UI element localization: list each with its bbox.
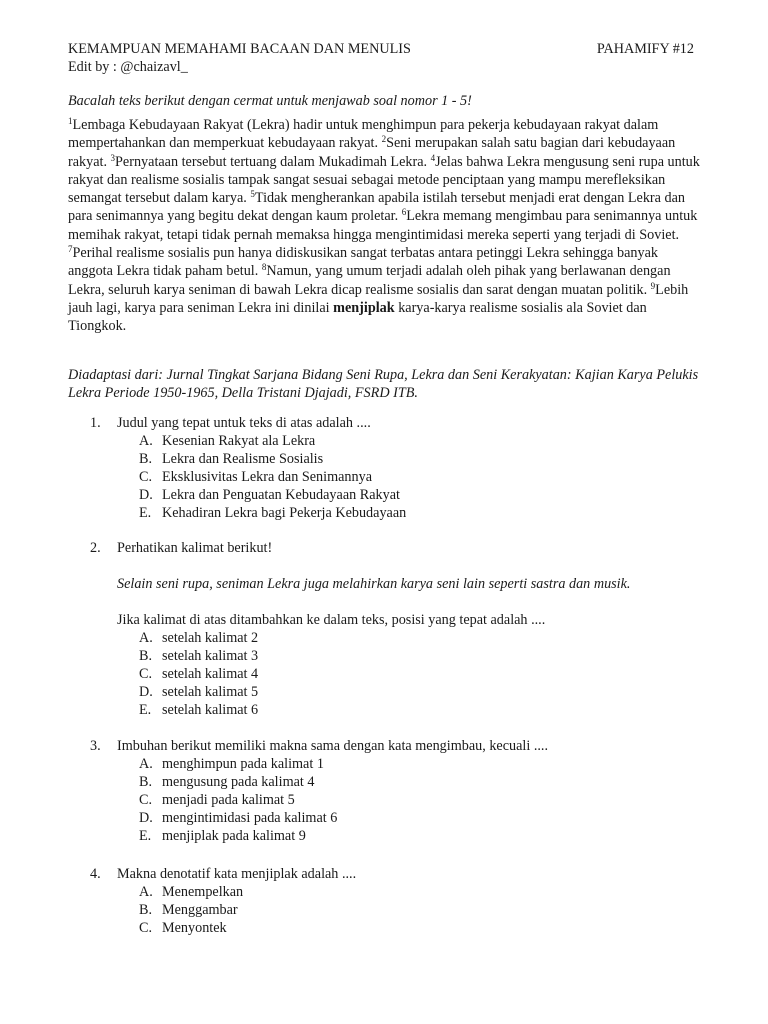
question-text: Imbuhan berikut memiliki makna sama dengan kata mengimbau, kecuali .... — [117, 738, 549, 754]
question-text: Makna denotatif kata menjiplak adalah .... — [117, 866, 357, 882]
option-letter: B. — [139, 774, 153, 791]
question-lead: Jika kalimat di atas ditambahkan ke dalam teks, posisi yang tepat adalah .... — [117, 612, 546, 628]
reading-passage — [68, 116, 700, 336]
option-letter: D. — [139, 810, 153, 827]
question-number: 2. — [90, 540, 101, 556]
question-text: Perhatikan kalimat berikut! — [117, 540, 273, 556]
option-text: Eksklusivitas Lekra dan Senimannya — [162, 469, 373, 486]
sentence: Jelas bahwa Lekra mengusung seni rupa untuk rakyat dan realisme sosialis tampak sangat sesuai sebagai metode penciptaan yang mampu merefleksikan semangat tersebut dalam karya. — [68, 153, 700, 207]
page-header — [68, 41, 700, 59]
option-letter: E. — [139, 505, 152, 522]
option-letter: B. — [139, 648, 153, 665]
option-text: Menempelkan — [162, 884, 244, 900]
option-letter: E. — [139, 828, 152, 845]
option-letter: B. — [139, 902, 153, 919]
sentence-number: 6 — [401, 207, 407, 218]
option-text: setelah kalimat 4 — [162, 666, 259, 683]
sentence: karya-karya realisme sosialis ala Soviet dan Tiongkok. — [68, 299, 647, 335]
sentence-number: 5 — [250, 189, 255, 200]
sentence: Lembaga Kebudayaan Rakyat (Lekra) hadir untuk menghimpun para pekerja kebudayaan rakyat dalam mempertahankan dan memperkuat kebudayaan rakyat. — [68, 117, 659, 152]
option-text: Lekra dan Penguatan Kebudayaan Rakyat — [162, 487, 400, 504]
sentence: Lekra memang mengimbau para senimannya untuk memihak rakyat, tetapi tidak pernah memaksa hingga mengintimidasi mereka seperti yang terjadi di Soviet. — [68, 208, 698, 243]
sentence: Perihal realisme sosialis pun hanya didiskusikan sangat terbatas antara petinggi Lekra sehingga banyak anggota Lekra tidak paham betul. — [68, 245, 658, 280]
option-text: Menggambar — [162, 902, 238, 919]
option-text: menjadi pada kalimat 5 — [162, 792, 295, 809]
option-text: Kesenian Rakyat ala Lekra — [162, 433, 316, 449]
quoted-sentence: Selain seni rupa, seniman Lekra juga melahirkan karya seni lain seperti sastra dan musik. — [117, 576, 631, 592]
sentence-number: 2 — [381, 134, 387, 145]
sentence: Seni merupakan salah satu bagian dari kebudayaan rakyat. — [68, 135, 676, 170]
sentence: Pernyataan tersebut tertuang dalam Mukadimah Lekra. — [115, 153, 431, 170]
sentence-number: 9 — [650, 280, 656, 291]
source-citation: Diadaptasi dari: Jurnal Tingkat Sarjana Bidang Seni Rupa, Lekra dan Seni Kerakyatan: Kajian Karya Pelukis Lekra Periode 1950-1965, Della Tristani Djajadi, FSRD ITB. — [68, 367, 699, 402]
option-letter: D. — [139, 684, 153, 701]
option-letter: A. — [139, 884, 153, 900]
sentence: Namun, yang umum terjadi adalah oleh pihak yang berlawanan dengan Lekra, seluruh karya seniman di bawah Lekra dicap realisme sosialis dan sarat dengan muatan politik. — [68, 263, 671, 298]
editor-credit: Edit by : @chaizavl_ — [68, 59, 188, 75]
option-text: setelah kalimat 3 — [162, 648, 259, 665]
sentence-number: 3 — [110, 152, 116, 163]
option-letter: B. — [139, 451, 153, 468]
option-letter: C. — [139, 666, 153, 683]
question-number: 4. — [90, 866, 101, 882]
question-text: Judul yang tepat untuk teks di atas adalah .... — [117, 415, 371, 431]
bold-keyword: menjiplak — [333, 299, 395, 316]
option-text: setelah kalimat 2 — [162, 630, 259, 646]
option-text: mengusung pada kalimat 4 — [162, 774, 315, 791]
sentence-number: 4 — [430, 152, 436, 163]
header-title: KEMAMPUAN MEMAHAMI BACAAN DAN MENULIS — [68, 41, 411, 57]
option-letter: D. — [139, 487, 153, 504]
question-number: 3. — [90, 738, 101, 754]
option-text: menjiplak pada kalimat 9 — [162, 828, 306, 845]
option-text: setelah kalimat 6 — [162, 702, 259, 719]
option-text: Kehadiran Lekra bagi Pekerja Kebudayaan — [162, 505, 407, 522]
option-text: menghimpun pada kalimat 1 — [162, 756, 324, 772]
option-letter: A. — [139, 433, 153, 449]
sentence-number: 8 — [261, 262, 267, 273]
option-letter: A. — [139, 630, 153, 646]
question-number: 1. — [90, 415, 101, 431]
header-code: PAHAMIFY #12 — [596, 41, 694, 57]
option-letter: C. — [139, 469, 153, 486]
option-text: Lekra dan Realisme Sosialis — [162, 451, 324, 468]
sentence-number: 1 — [68, 116, 73, 126]
option-letter: E. — [139, 702, 152, 719]
option-text: setelah kalimat 5 — [162, 684, 259, 701]
option-letter: A. — [139, 756, 153, 772]
option-letter: C. — [139, 920, 153, 937]
instruction: Bacalah teks berikut dengan cermat untuk menjawab soal nomor 1 - 5! — [68, 93, 472, 109]
option-text: Menyontek — [162, 920, 227, 937]
sentence-number: 7 — [68, 244, 73, 255]
option-text: mengintimidasi pada kalimat 6 — [162, 810, 338, 827]
sentence: Tidak mengherankan apabila istilah tersebut menjadi erat dengan Lekra dan para senimannya yang begitu dekat dengan kaum proletar. — [68, 190, 685, 225]
option-letter: C. — [139, 792, 153, 809]
sentence: Lebih jauh lagi, karya para seniman Lekra ini dinilai — [68, 281, 689, 316]
